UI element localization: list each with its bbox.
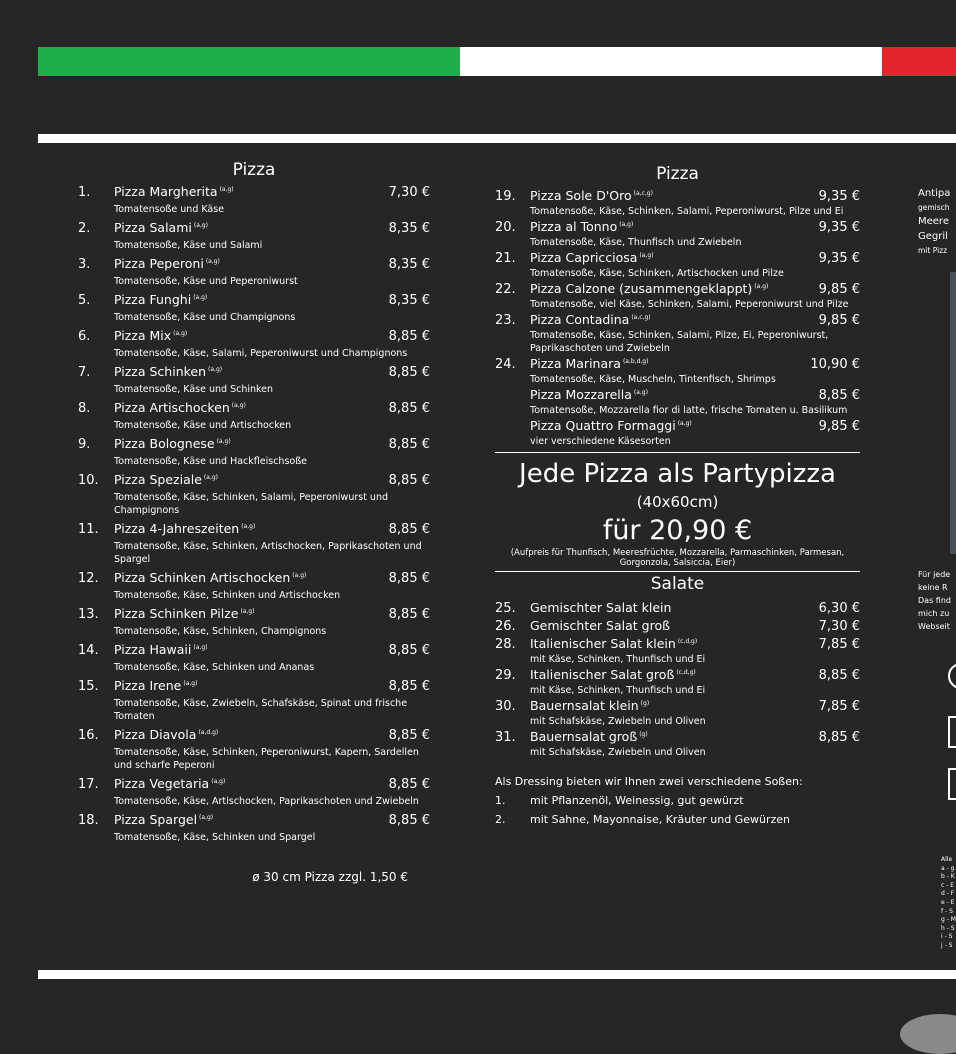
item-description: Tomatensoße und Käse xyxy=(114,204,225,215)
right-line: mit Pizz xyxy=(918,246,948,255)
item-price: 8,85 € xyxy=(388,329,430,344)
allergen-code: (a,g) xyxy=(193,643,208,651)
item-description: Tomatensoße, Mozzarella fior di latte, frische Tomaten u. Basilikum xyxy=(530,405,848,416)
item-description: Tomatensoße, Käse und Hackfleischsoße xyxy=(114,456,308,467)
item-number: 9. xyxy=(78,437,91,452)
item-price: 6,30 € xyxy=(818,601,860,616)
item-price: 8,35 € xyxy=(388,293,430,308)
item-price: 9,35 € xyxy=(818,251,860,266)
item-price: 8,85 € xyxy=(388,813,430,828)
item-name: Gemischter Salat groß xyxy=(530,618,670,633)
item-price: 8,85 € xyxy=(388,643,430,658)
allergen-code: (a,g) xyxy=(205,257,220,265)
allergen-code: (a,g) xyxy=(633,388,648,396)
right-line: Meere xyxy=(918,216,949,227)
partypizza-title: Jede Pizza als Partypizza xyxy=(519,459,836,489)
menu-item xyxy=(495,418,860,448)
right-line: Antipa xyxy=(918,188,951,199)
item-description: Tomatensoße, Käse, Schinken und Spargel xyxy=(114,832,316,843)
item-price: 8,85 € xyxy=(388,728,430,743)
item-name: Pizza Contadina $^{(a,c,g)}$ xyxy=(530,312,651,327)
item-price: 9,35 € xyxy=(818,220,860,235)
item-number: 18. xyxy=(78,813,99,828)
bottom-divider xyxy=(38,970,956,979)
item-number: 29. xyxy=(495,668,516,683)
item-number: 20. xyxy=(495,220,516,235)
item-price: 9,85 € xyxy=(818,313,860,328)
item-number: 16. xyxy=(78,728,99,743)
allergen-code: (a,g) xyxy=(240,607,255,615)
allergen-code: (a,g) xyxy=(241,522,256,530)
allergen-code: (a,g) xyxy=(203,473,218,481)
item-number: 21. xyxy=(495,251,516,266)
item-number: 2. xyxy=(78,221,91,236)
dressing-option: 2. mit Sahne, Mayonnaise, Kräuter und Gewürzen xyxy=(495,813,790,826)
item-description: Tomatensoße, Käse, Schinken, Salami, Peperoniwurst, Pilze und Ei xyxy=(530,206,844,217)
item-number: 25. xyxy=(495,601,516,616)
item-price: 8,85 € xyxy=(388,437,430,452)
item-number: 28. xyxy=(495,637,516,652)
allergen-code: (a,b,d,g) xyxy=(622,357,649,365)
menu-item xyxy=(78,642,430,674)
item-number: 30. xyxy=(495,699,516,714)
partypizza-box xyxy=(495,452,860,572)
item-description: Tomatensoße, Käse, Salami, Peperoniwurst und Champignons xyxy=(114,348,408,359)
salate-heading: Salate xyxy=(650,574,705,594)
allergen-code: (a,g) xyxy=(183,679,198,687)
item-name: Bauernsalat klein $^{(g)}$ xyxy=(530,698,650,713)
menu-item xyxy=(495,188,860,218)
item-description: Tomatensoße, Käse, Schinken, Artischocken, Paprikaschoten und Spargel xyxy=(114,541,422,565)
partypizza-note: (Aufpreis für Thunfisch, Meeresfrüchte, Mozzarella, Parmaschinken, Parmesan, Gorgonzola, Salsiccia, Eier) xyxy=(495,548,860,572)
item-name: Bauernsalat groß $^{(g)}$ xyxy=(530,729,648,744)
menu-item xyxy=(78,220,430,252)
allergen-code: (a,c,g) xyxy=(633,189,653,197)
allergen-code: (a,g) xyxy=(173,329,188,337)
allergen-code: (a,g) xyxy=(193,293,208,301)
item-name: Italienischer Salat groß $^{(c,d,g)}$ xyxy=(530,667,696,682)
item-name: Pizza Vegetaria $^{(a,g)}$ xyxy=(114,776,226,791)
allergen-code: (a,g) xyxy=(231,401,246,409)
item-number: 1. xyxy=(78,185,91,200)
item-name: Pizza Sole D'Oro $^{(a,c,g)}$ xyxy=(530,188,653,203)
item-price: 7,85 € xyxy=(818,699,860,714)
item-number: 7. xyxy=(78,365,91,380)
item-name: Pizza Margherita $^{(a,g)}$ xyxy=(114,184,234,199)
item-description: Tomatensoße, Käse und Peperoniwurst xyxy=(114,276,298,287)
allergen-code: (a,g) xyxy=(216,437,231,445)
pizza-list-middle xyxy=(495,188,860,448)
notice-text: Für jede keine R Das find mich zu Webseit xyxy=(918,570,951,631)
item-name: Pizza Schinken $^{(a,g)}$ xyxy=(114,364,223,379)
menu-item xyxy=(495,698,860,728)
allergen-code: (a,g) xyxy=(199,813,214,821)
item-name: Pizza Quattro Formaggi $^{(a,g)}$ xyxy=(530,418,692,433)
menu-item xyxy=(78,328,430,360)
item-name: Pizza al Tonno $^{(a,g)}$ xyxy=(530,219,634,234)
item-number: 14. xyxy=(78,643,99,658)
dressing-section xyxy=(495,775,860,826)
item-price: 8,85 € xyxy=(388,473,430,488)
item-price: 8,35 € xyxy=(388,221,430,236)
item-description: Tomatensoße, Käse, Muscheln, Tintenfisch, Shrimps xyxy=(530,374,776,385)
item-number: 3. xyxy=(78,257,91,272)
menu-item xyxy=(78,678,430,723)
item-description: mit Schafskäse, Zwiebeln und Oliven xyxy=(530,747,706,758)
item-description: Tomatensoße, Käse und Artischocken xyxy=(114,420,292,431)
allergen-code: (a,d,g) xyxy=(198,728,219,736)
item-name: Pizza Funghi $^{(a,g)}$ xyxy=(114,292,208,307)
menu-item xyxy=(78,292,430,324)
menu-item xyxy=(495,600,860,617)
item-price: 8,85 € xyxy=(388,777,430,792)
right-line: gemisch xyxy=(918,203,950,212)
item-name: Pizza Spargel $^{(a,g)}$ xyxy=(114,812,214,827)
document-icon xyxy=(948,768,956,800)
item-price: 8,85 € xyxy=(818,730,860,745)
item-description: Tomatensoße, Käse, Thunfisch und Zwiebeln xyxy=(530,237,742,248)
menu-item xyxy=(78,400,430,432)
item-description: Tomatensoße, Käse, Schinken, Salami, Pilze, Ei, Peperoniwurst, Paprikaschoten und Zwiebeln xyxy=(530,330,829,354)
allergen-code: (g) xyxy=(639,730,648,738)
pizza-heading-middle: Pizza xyxy=(656,164,699,184)
dressing-option: 1. mit Pflanzenöl, Weinessig, gut gewürzt xyxy=(495,794,744,807)
item-number: 19. xyxy=(495,189,516,204)
allergen-code: (g) xyxy=(640,699,650,707)
item-name: Gemischter Salat klein xyxy=(530,600,672,615)
allergen-code: (a,g) xyxy=(639,251,654,259)
allergen-code: (a,g) xyxy=(677,419,692,427)
menu-item xyxy=(495,618,860,635)
item-number: 23. xyxy=(495,313,516,328)
menu-item xyxy=(78,521,430,566)
top-divider xyxy=(38,134,956,143)
menu-item xyxy=(78,727,430,772)
item-price: 9,85 € xyxy=(818,282,860,297)
pizza-list-left xyxy=(78,184,430,844)
item-number: 12. xyxy=(78,571,99,586)
corner-decoration xyxy=(900,1014,956,1054)
pizza-column-left xyxy=(78,160,430,884)
item-number: 24. xyxy=(495,357,516,372)
allergen-code: (a,g) xyxy=(211,777,226,785)
allergen-code: (a,g) xyxy=(754,282,769,290)
menu-item xyxy=(495,729,860,759)
menu-item xyxy=(495,356,860,386)
item-price: 8,85 € xyxy=(818,668,860,683)
menu-item xyxy=(78,606,430,638)
menu-item xyxy=(495,387,860,417)
menu-item xyxy=(78,812,430,844)
item-price: 7,30 € xyxy=(388,185,430,200)
flag-stripe-white xyxy=(460,47,882,76)
item-number: 15. xyxy=(78,679,99,694)
pizza-column-middle xyxy=(495,164,860,826)
item-description: Tomatensoße, Käse und Champignons xyxy=(114,312,296,323)
partypizza-size: (40x60cm) xyxy=(636,493,719,511)
allergen-code: (a,g) xyxy=(208,365,223,373)
partial-right-column xyxy=(918,188,956,259)
item-name: Pizza Capricciosa $^{(a,g)}$ xyxy=(530,250,654,265)
item-number: 11. xyxy=(78,522,99,537)
item-number: 8. xyxy=(78,401,91,416)
phone-icon xyxy=(948,716,956,748)
item-price: 7,30 € xyxy=(818,619,860,634)
item-number: 17. xyxy=(78,777,99,792)
item-number: 13. xyxy=(78,607,99,622)
item-name: Pizza Marinara $^{(a,b,d,g)}$ xyxy=(530,356,649,371)
item-description: mit Käse, Schinken, Thunfisch und Ei xyxy=(530,685,706,696)
item-name: Pizza 4-Jahreszeiten $^{(a,g)}$ xyxy=(114,521,256,536)
item-price: 9,85 € xyxy=(818,419,860,434)
menu-item xyxy=(78,364,430,396)
item-description: Tomatensoße, Käse, Schinken, Peperoniwurst, Kapern, Sardellen und scharfe Peperoni xyxy=(114,747,419,771)
item-price: 8,85 € xyxy=(388,522,430,537)
item-description: Tomatensoße, Käse, Schinken, Salami, Peperoniwurst und Champignons xyxy=(114,492,389,516)
item-description: Tomatensoße, viel Käse, Schinken, Salami, Peperoniwurst und Pilze xyxy=(530,299,849,310)
allergen-code: (a,g) xyxy=(292,571,307,579)
item-price: 8,35 € xyxy=(388,257,430,272)
item-number: 5. xyxy=(78,293,91,308)
flag-stripe-red xyxy=(882,47,956,76)
item-description: mit Schafskäse, Zwiebeln und Oliven xyxy=(530,716,706,727)
allergen-legend: Alle a - g b - K c - E d - F e - E f - S g - M h - S i - S j - S xyxy=(941,856,956,949)
item-price: 8,85 € xyxy=(818,388,860,403)
item-price: 7,85 € xyxy=(818,637,860,652)
item-name: Pizza Hawaii $^{(a,g)}$ xyxy=(114,642,208,657)
menu-item xyxy=(78,570,430,602)
item-price: 8,85 € xyxy=(388,607,430,622)
allergen-code: (a,g) xyxy=(193,221,208,229)
item-description: Tomatensoße, Käse, Schinken und Artischocken xyxy=(114,590,341,601)
item-price: 8,85 € xyxy=(388,679,430,694)
salate-list xyxy=(495,600,860,759)
menu-item xyxy=(495,636,860,666)
allergen-code: (a,c,g) xyxy=(631,313,651,321)
flag-stripe-green xyxy=(38,47,460,76)
allergen-code: (a,g) xyxy=(619,220,634,228)
menu-item xyxy=(495,281,860,311)
item-name: Pizza Salami $^{(a,g)}$ xyxy=(114,220,208,235)
surcharge-note: ø 30 cm Pizza zzgl. 1,50 € xyxy=(252,870,408,884)
item-description: vier verschiedene Käsesorten xyxy=(530,436,671,447)
item-number: 22. xyxy=(495,282,516,297)
item-name: Pizza Mix $^{(a,g)}$ xyxy=(114,328,188,343)
item-name: Pizza Calzone (zusammengeklappt) $^{(a,g)}$ xyxy=(530,281,769,296)
item-number: 6. xyxy=(78,329,91,344)
item-name: Pizza Diavola $^{(a,d,g)}$ xyxy=(114,727,219,742)
item-description: Tomatensoße, Käse, Schinken, Champignons xyxy=(114,626,327,637)
item-name: Pizza Mozzarella $^{(a,g)}$ xyxy=(530,387,648,402)
item-price: 8,85 € xyxy=(388,401,430,416)
menu-item xyxy=(78,184,430,216)
dressing-intro: Als Dressing bieten wir Ihnen zwei verschiedene Soßen: xyxy=(495,775,803,788)
item-price: 8,85 € xyxy=(388,571,430,586)
pizza-heading: Pizza xyxy=(232,160,276,180)
item-description: Tomatensoße, Käse, Schinken, Artischocken und Pilze xyxy=(530,268,784,279)
partypizza-price: für 20,90 € xyxy=(602,515,753,546)
item-description: Tomatensoße, Käse, Artischocken, Paprikaschoten und Zwiebeln xyxy=(114,796,419,807)
item-number: 31. xyxy=(495,730,516,745)
item-name: Pizza Speziale $^{(a,g)}$ xyxy=(114,472,218,487)
menu-item xyxy=(495,219,860,249)
menu-item xyxy=(78,472,430,517)
menu-item xyxy=(78,256,430,288)
menu-item xyxy=(495,667,860,697)
item-description: Tomatensoße, Käse und Schinken xyxy=(114,384,274,395)
item-number: 10. xyxy=(78,473,99,488)
item-name: Pizza Schinken Pilze $^{(a,g)}$ xyxy=(114,606,255,621)
item-name: Pizza Artischocken $^{(a,g)}$ xyxy=(114,400,246,415)
food-photo xyxy=(950,272,956,554)
item-number: 26. xyxy=(495,619,516,634)
menu-item xyxy=(495,312,860,355)
item-price: 10,90 € xyxy=(810,357,860,372)
menu-item xyxy=(78,436,430,468)
item-name: Italienischer Salat klein $^{(c,d,g)}$ xyxy=(530,636,698,651)
circle-icon xyxy=(948,663,956,689)
menu-item xyxy=(78,776,430,808)
item-description: mit Käse, Schinken, Thunfisch und Ei xyxy=(530,654,706,665)
item-price: 9,35 € xyxy=(818,189,860,204)
item-name: Pizza Irene $^{(a,g)}$ xyxy=(114,678,198,693)
item-description: Tomatensoße, Käse, Schinken und Ananas xyxy=(114,662,315,673)
item-name: Pizza Schinken Artischocken $^{(a,g)}$ xyxy=(114,570,307,585)
allergen-code: (a,g) xyxy=(219,185,234,193)
menu-item xyxy=(495,250,860,280)
allergen-code: (c,d,g) xyxy=(677,637,698,645)
item-price: 8,85 € xyxy=(388,365,430,380)
item-name: Pizza Peperoni $^{(a,g)}$ xyxy=(114,256,220,271)
allergen-code: (c,d,g) xyxy=(676,668,696,676)
right-line: Gegril xyxy=(918,231,948,242)
item-description: Tomatensoße, Käse und Salami xyxy=(114,240,263,251)
item-description: Tomatensoße, Käse, Zwiebeln, Schafskäse, Spinat und frische Tomaten xyxy=(114,698,408,722)
item-name: Pizza Bolognese $^{(a,g)}$ xyxy=(114,436,231,451)
